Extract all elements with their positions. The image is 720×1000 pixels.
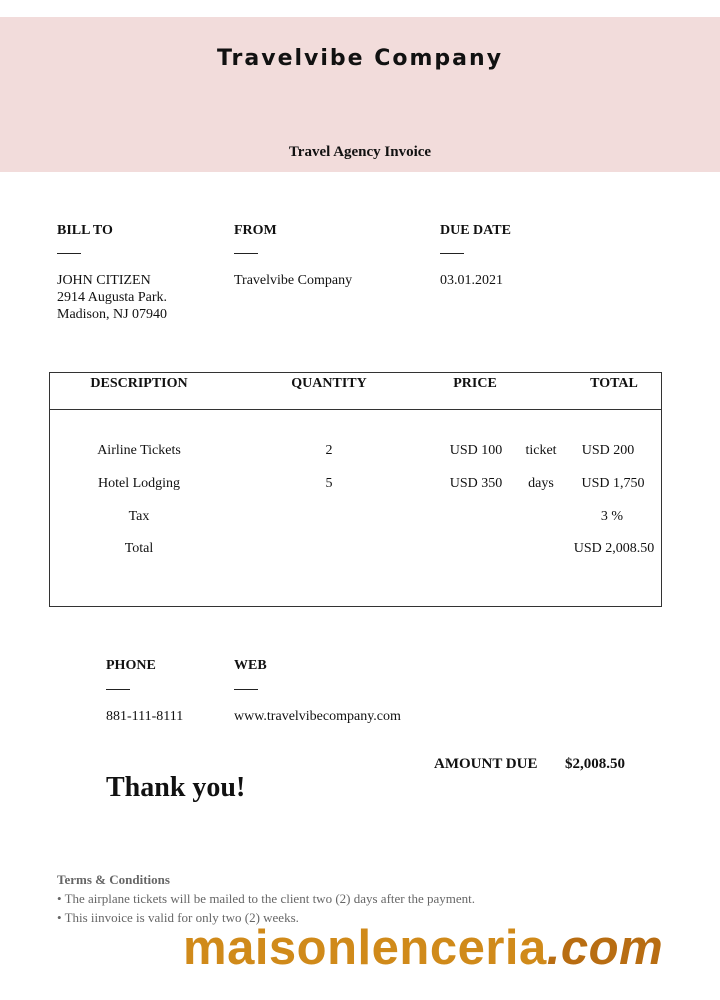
from-divider <box>234 253 258 254</box>
bill-to-address-line1: 2914 Augusta Park. <box>57 290 168 305</box>
web-label: WEB <box>234 658 267 673</box>
row-1-price: USD 100 <box>449 443 503 458</box>
company-name: Travelvibe Company <box>216 46 504 71</box>
row-1-description: Airline Tickets <box>97 443 181 458</box>
from-name: Travelvibe Company <box>234 273 353 288</box>
bill-to-name: JOHN CITIZEN <box>57 273 151 288</box>
column-header-total: TOTAL <box>590 376 638 391</box>
watermark-suffix: .com <box>546 921 664 975</box>
row-2-description: Hotel Lodging <box>97 476 181 491</box>
due-date-value: 03.01.2021 <box>440 273 503 288</box>
phone-divider <box>106 689 130 690</box>
bill-to-divider <box>57 253 81 254</box>
column-header-description: DESCRIPTION <box>90 376 188 391</box>
bill-to-address-line2: Madison, NJ 07940 <box>57 307 168 322</box>
watermark-brand: maisonlenceria <box>183 921 547 975</box>
web-link[interactable]: www.travelvibecompany.com <box>234 709 401 724</box>
row-1-total: USD 200 <box>581 443 635 458</box>
row-1-quantity: 2 <box>325 443 333 458</box>
terms-heading: Terms & Conditions <box>57 872 170 887</box>
phone-value: 881-111-8111 <box>106 709 184 724</box>
row-tax-description: Tax <box>128 509 150 524</box>
column-header-price: PRICE <box>453 376 497 391</box>
row-2-price: USD 350 <box>449 476 503 491</box>
due-date-label: DUE DATE <box>440 223 511 238</box>
invoice-subtitle: Travel Agency Invoice <box>288 144 432 160</box>
from-label: FROM <box>234 223 277 238</box>
items-table-header-rule <box>49 409 662 410</box>
row-2-quantity: 5 <box>325 476 333 491</box>
watermark-logo <box>183 920 663 976</box>
web-divider <box>234 689 258 690</box>
row-2-unit: days <box>528 476 554 491</box>
terms-item-1: • The airplane tickets will be mailed to the client two (2) days after the payment. <box>57 891 476 906</box>
amount-due-value: $2,008.50 <box>565 756 625 772</box>
row-total-value: USD 2,008.50 <box>573 541 655 556</box>
bill-to-label: BILL TO <box>57 223 113 238</box>
amount-due-label: AMOUNT DUE <box>434 756 538 772</box>
row-2-total: USD 1,750 <box>581 476 645 491</box>
phone-label: PHONE <box>106 658 156 673</box>
due-date-divider <box>440 253 464 254</box>
terms-item-2: • This iinvoice is valid for only two (2) weeks. <box>57 910 299 925</box>
thank-you-message: Thank you! <box>106 772 246 803</box>
column-header-quantity: QUANTITY <box>291 376 367 391</box>
row-total-description: Total <box>124 541 154 556</box>
row-tax-total: 3 % <box>600 509 624 524</box>
row-1-unit: ticket <box>525 443 557 458</box>
bill-to-block <box>57 272 167 323</box>
